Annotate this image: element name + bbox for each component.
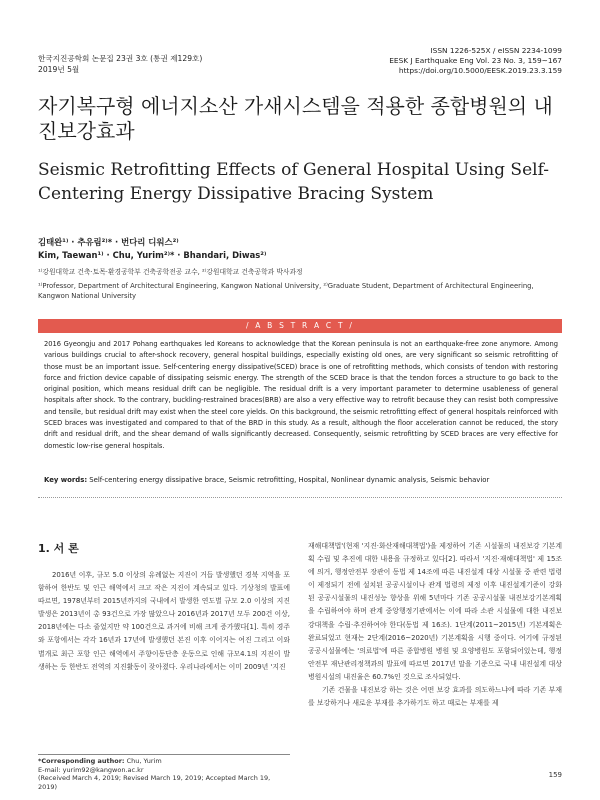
- footnote: [38, 754, 290, 791]
- right-column: [308, 540, 562, 710]
- journal-name-ko: 한국지진공학회 논문집 23권 3호 (통권 제129호): [38, 54, 203, 63]
- affiliation-english: ¹⁾Professor, Department of Architectural Engineering, Kangwon National University, ²⁾Graduate Student, Department of Architectural Engineering, Kangwon National University: [38, 282, 534, 300]
- journal-header: [38, 53, 202, 75]
- page-number: 159: [548, 771, 562, 779]
- corresponding-label: *Corresponding author:: [38, 757, 125, 765]
- body-paragraph: 재해대책법'(현재 '지진·화산재해대책법')을 제정하여 기존 시설물의 내진보강 기본계획 수립 및 추진에 대한 내용을 규정하고 있다[2]. 따라서 '지진·재해대책법' 제 15조에 의거, 행정안전부 장관이 동법 제 14조에 따른 내진설계 대상 시설물 중 관련 법령이 제정되기 전에 설치된 공공시설이나 관계 법령의 제정 이후 내진설계기준이 강화된 공공시설물의 내진성능 향상을 위해 5년마다 기존 공공시설물 내진보강기본계획을 수립하여야 하며 관계 중앙행정기관에서는 이에 따라 소관 시설물에 대한 내진보강대책을 수립·추진하여야 한다(동법 제 16조). 1단계(2011~2015년) 기본계획은 완료되었고 현재는 2단계(2016~2020년) 기본계획을 시행 중이다. 여기에 규정된 공공시설물에는 '의료법'에 따른 종합병원 병원 및 요양병원도 포함되어있는데, 행정안전부 재난관리정책과의 발표에 따르면 2017년 말을 기준으로 국내 내진설계 대상 병원시설의 내진율은 60.7%인 것으로 조사되었다.: [308, 542, 562, 681]
- body-paragraph: 2016년 이후, 규모 5.0 이상의 유례없는 지진이 거듭 발생했던 경북 지역을 포함하여 한반도 및 인근 해역에서 크고 작은 지진이 계속되고 있다. 기상청의 발표에 따르면, 1978년부터 2015년까지의 국내에서 발생한 연도별 규모 2.0 이상의 지진 발생은 2013년이 총 93건으로 가장 많았으나 2016년과 2017년 모두 200건 이상, 2018년에는 다소 줄었지만 약 100건으로 과거에 비해 크게 증가했다[1]. 특히 경주와 포항에서는 각각 16년과 17년에 발생했던 본진 이후 이어지는 여진 그리고 이와 별개로 최근 포항 인근 해역에서 주향이동단층 운동으로 인해 규모4.1의 지진이 발생하는 등 한반도 전역의 지진활동이 잦아졌다. 우리나라에서는 이미 2009년 '지진: [38, 571, 290, 671]
- section-divider: [38, 497, 562, 498]
- received-dates: (Received March 4, 2019; Revised March 19, 2019; Accepted March 19, 2019): [38, 774, 271, 791]
- keywords-label: Key words:: [44, 476, 88, 484]
- citation: EESK J Earthquake Eng Vol. 23 No. 3, 159~167: [389, 56, 562, 65]
- abstract-heading-bar: / A B S T R A C T /: [38, 319, 562, 333]
- left-column: [38, 540, 290, 674]
- authors-korean: 김태완¹⁾ · 추유림²⁾* · 번다리 디워스²⁾: [38, 237, 179, 247]
- keywords-list: Self-centering energy dissipative brace, Seismic retrofitting, Hospital, Nonlinear dynamic analysis, Seismic behavior: [89, 476, 490, 484]
- title-korean: 자기복구형 에너지소산 가새시스템을 적용한 종합병원의 내진보강효과: [38, 94, 553, 143]
- title-english: Seismic Retrofitting Effects of General Hospital Using Self-Centering Energy Dissipative Bracing System: [38, 160, 549, 204]
- doi-link[interactable]: https://doi.org/10.5000/EESK.2019.23.3.159: [398, 66, 562, 75]
- corresponding-author: [38, 757, 290, 766]
- corresponding-name: Chu, Yurim: [126, 757, 162, 765]
- keywords: [44, 476, 558, 484]
- body-paragraph: 기존 건물을 내진보강 하는 것은 어떤 보강 효과를 의도하느냐에 따라 기존 부재를 보강하거나 새로운 부재를 추가하기도 하고 때로는 부재를 제: [308, 686, 562, 708]
- affiliation-korean: ¹⁾강원대학교 건축·토목·환경공학부 건축공학전공 교수, ²⁾강원대학교 건축공학과 박사과정: [38, 268, 303, 276]
- abstract-text: 2016 Gyeongju and 2017 Pohang earthquakes led Koreans to acknowledge that the Korean peninsula is not an earthquake-free zone anymore. Among various buildings crucial to after-shock recovery, general hospital buildings, especially existing old ones, are very significant so seismic retrofitting of those must be an important issue. Self-centering energy dissipative(SCED) brace is one of retrofitting methods, which consists of tendon with restoring force and friction device capable of dissipating seismic energy. The strength of the SCED brace is that the tendon forces a structure to go back to the original position, which means residual drift can be negligible. The residual drift is a very important parameter to determine usableness of general hospitals after shock. To the contrary, buckling-restrained braces(BRB) are also a very effective way to retrofit because they can resist both compressive and tensile, but residual drift may exist when the steel core yields. On this background, the seismic retrofitting effect of general hospitals reinforced with SCED braces was investigated and compared to that of the BRD in this study. As a result, although the floor acceleration cannot be reduced, the story drift and residual drift, and the shear demand of walls significantly decreased. Consequently, seismic retrofitting by SCED braces are very effective for domestic low-rise general hospitals.: [44, 340, 558, 450]
- author-email[interactable]: E-mail: yurim92@kangwon.ac.kr: [38, 765, 144, 774]
- authors-english: Kim, Taewan¹⁾ · Chu, Yurim²⁾* · Bhandari, Diwas²⁾: [38, 250, 267, 260]
- issn: ISSN 1226-525X / eISSN 2234-1099: [430, 46, 562, 55]
- issue-date-ko: 2019년 5월: [38, 65, 80, 74]
- citation-header: [389, 46, 562, 76]
- section-title-introduction: 1. 서 론: [38, 542, 79, 555]
